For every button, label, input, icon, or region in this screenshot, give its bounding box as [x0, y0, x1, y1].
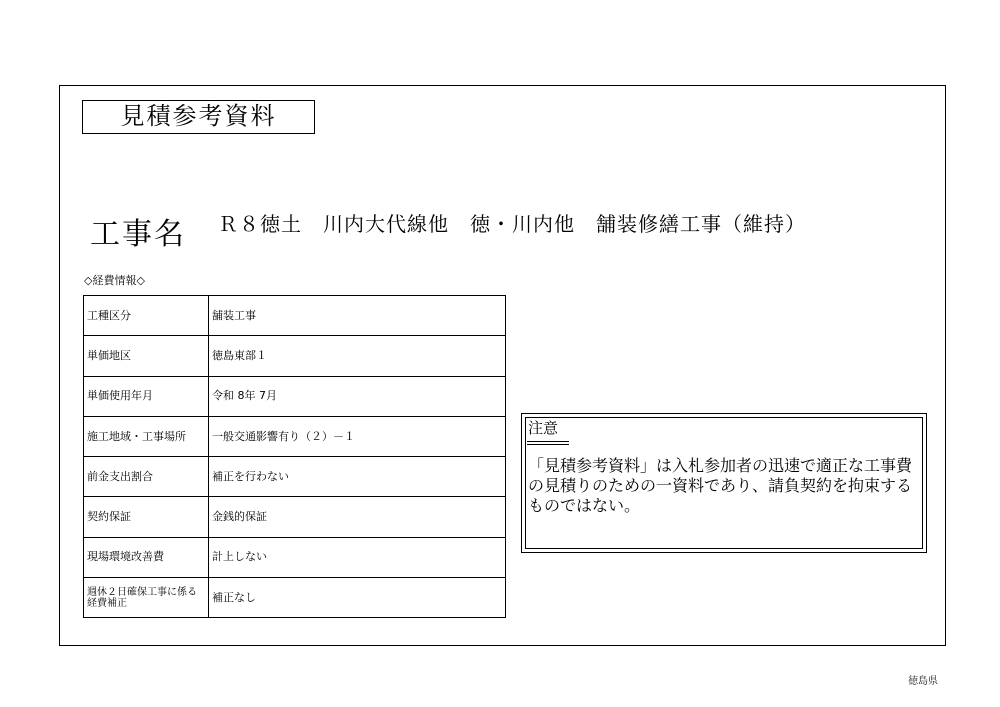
notice-box	[521, 413, 927, 553]
row-value: 補正を行わない	[209, 457, 506, 497]
table-row	[84, 416, 506, 456]
table-row	[84, 497, 506, 537]
row-value: 舗装工事	[209, 296, 506, 336]
row-key: 契約保証	[84, 497, 209, 537]
cost-info-section-label: ◇経費情報◇	[84, 274, 145, 287]
row-value: 計上しない	[209, 537, 506, 577]
row-key: 現場環境改善費	[84, 537, 209, 577]
row-key: 施工地域・工事場所	[84, 416, 209, 456]
table-row	[84, 578, 506, 618]
row-key: 前金支出割合	[84, 457, 209, 497]
table-row	[84, 376, 506, 416]
notice-title: 注意	[528, 419, 559, 437]
table-row	[84, 537, 506, 577]
row-key: 工種区分	[84, 296, 209, 336]
table-row	[84, 296, 506, 336]
row-key: 週休２日確保工事に係る経費補正	[84, 578, 209, 618]
row-value: 一般交通影響有り（２）－１	[209, 416, 506, 456]
row-key: 単価地区	[84, 336, 209, 376]
project-name: Ｒ８徳土 川内大代線他 徳・川内他 舗装修繕工事（維持）	[218, 212, 806, 236]
row-value: 金銭的保証	[209, 497, 506, 537]
notice-text: 「見積参考資料」は入札参加者の迅速で適正な工事費の見積りのための一資料であり、請負契約を拘束するものではない。	[528, 456, 913, 515]
notice-title-underline	[527, 441, 569, 445]
table-row	[84, 457, 506, 497]
row-value: 徳島東部１	[209, 336, 506, 376]
row-key: 単価使用年月	[84, 376, 209, 416]
document-title: 見積参考資料	[82, 100, 315, 134]
issuer-label: 徳島県	[908, 676, 938, 687]
project-label: 工事名	[90, 217, 186, 252]
row-value: 令和 8年 7月	[209, 376, 506, 416]
row-value: 補正なし	[209, 578, 506, 618]
table-row	[84, 336, 506, 376]
cost-info-table	[83, 295, 506, 618]
